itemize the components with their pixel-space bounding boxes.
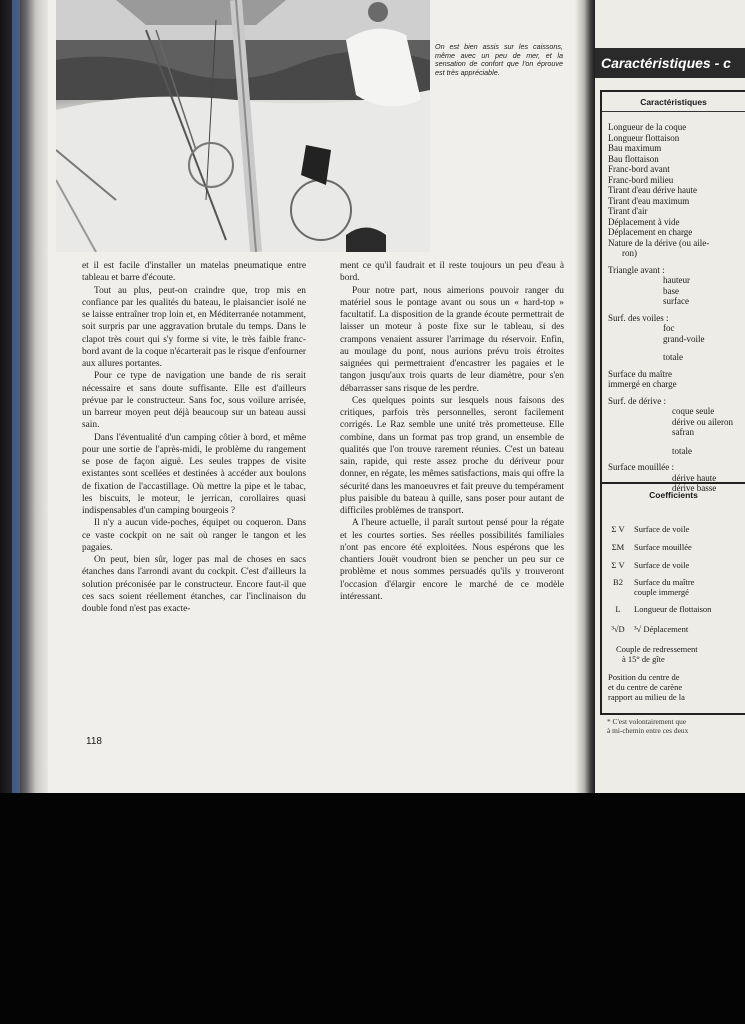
spec-item: ron) (622, 248, 637, 258)
coef-row (602, 577, 745, 587)
coef-heading: Coefficients (602, 482, 745, 500)
scan-background (0, 793, 745, 1024)
footnote-line: à mi-chemin entre ces deux (607, 726, 689, 735)
spec-group-label: Surface mouillée : (608, 462, 674, 472)
spec-subitem: hauteur (663, 275, 690, 285)
spec-item: Déplacement en charge (608, 227, 693, 237)
spec-group-label: immergé en charge (608, 379, 677, 389)
coef-row (602, 542, 745, 552)
spec-group-label: Surf. de dérive : (608, 395, 666, 406)
coef-row (602, 560, 745, 570)
paragraph: A l'heure actuelle, il paraît surtout pensé pour la régate et les courtes sorties. Ses réelles possibilités familiales n'ont pas encore été exploitées. Nous espérons que les chantiers Jouët voudront bien se pencher un peu sur ce problème et nous sommes persuadés qu'ils y trouveront l'occasion d'élargir encore le marché de ce modèle intéressant. (340, 518, 564, 602)
coef-rhs: couple immergé (634, 587, 689, 597)
coef-row (602, 604, 745, 614)
spec-subitem: totale (672, 445, 692, 456)
spec-group-label: Surf. des voiles : (608, 312, 669, 323)
coef-rhs: rapport au milieu de la (608, 692, 685, 702)
page-number: 118 (86, 736, 102, 747)
coef-row (602, 587, 745, 597)
spine-stripe (12, 0, 20, 795)
coef-rhs: ³√ Déplacement (634, 624, 689, 634)
spec-subitem: dérive basse (672, 483, 717, 493)
spec-item: Déplacement à vide (608, 216, 680, 227)
paragraph: Dans l'éventualité d'un camping côtier à bord, et même pour une sortie de l'après-midi, le problème du rangement se pose de façon aiguë. Les seules trappes de visite existantes sont scellées et destinées à accéder aux boulons de fixation de l'accastillage. Où mettre la pipe et le tabac, les biscuits, le moteur, le jerrican, corollaires quasi indispensables d'un camping bourgeois ? (82, 432, 306, 516)
coef-lhs: Σ V (611, 524, 625, 534)
coef-rhs: Longueur de flottaison (634, 604, 712, 614)
coef-rhs: Surface de voile (634, 560, 690, 570)
spec-item: Tirant d'eau dérive haute (608, 185, 698, 195)
text-column-right (340, 260, 564, 603)
coef-rhs: Surface mouillée (634, 542, 692, 552)
spec-group-label: Surface du maître (608, 368, 672, 379)
book-spine (0, 0, 48, 795)
paragraph: Pour ce type de navigation une bande de ris serait nécessaire et sans doute suffisante. Elle est d'ailleurs prévue par le constructeur. Sans foc, sous voilure arrisée, un barreur moyen peut déjà beaucoup sur un bateau aussi sain. (82, 371, 306, 431)
spec-table (600, 90, 745, 715)
section-banner: Caractéristiques - c (595, 48, 745, 78)
coef-row (602, 692, 745, 702)
spec-item: Franc-bord avant (608, 164, 670, 174)
spec-subitem: foc (663, 323, 675, 333)
coef-rhs: Surface du maître (634, 577, 695, 587)
coef-lhs: ³√D (611, 624, 625, 634)
paragraph: On peut, bien sûr, loger pas mal de choses en sacs étanches dans l'arrondi avant du cockpit. C'est d'ailleurs la solution préconisée par le constructeur. Encore faut-il que ces sacs soient réellement étanches, car l'inclinaison du double fond n'est pas exacte- (82, 555, 306, 614)
paragraph: Pour notre part, nous aimerions pouvoir ranger du matériel sous le pontage avant ou sous un « hard-top » facultatif. La disposition de la grande écoute permettrait de laisser un moteur à poste fixe sur le tableau, si des crampons venaient assurer l'arrimage du réservoir. Enfin, au moulage du pont, nous aurions prévu trois étroites saignées qui permettraient d'encastrer les pagaies et le tangon jusqu'aux trois quarts de leur diamètre, pour s'en débarrasser sans risque de les perdre. (340, 285, 564, 394)
sailing-photo (56, 0, 430, 252)
footnote-line: * C'est volontairement que (607, 717, 687, 726)
spec-item: Bau maximum (608, 143, 662, 153)
coef-rhs: Position du centre de (608, 672, 680, 682)
coef-lhs: Σ V (611, 560, 625, 570)
paragraph: Tout au plus, peut-on craindre que, trop mis en confiance par les qualités du bateau, le plaisancier isolé ne se laisse entraîner trop loin et, en Méditerranée notamment, soit surpris par une aggravation brutale du temps. Dans le clapot très court qui s'y forme si vite, le très faible franc-bord avant de la coque n'écarterait pas le risque d'enfourner aux allures portantes. (82, 285, 306, 369)
right-page (595, 0, 745, 793)
spec-item: Longueur flottaison (608, 132, 680, 143)
sailboat-illustration (56, 0, 430, 252)
coef-row (602, 624, 745, 634)
spec-subitem: surface (663, 296, 689, 306)
spec-subitem: grand-voile (663, 333, 705, 344)
spec-group-label: Triangle avant : (608, 264, 665, 275)
coef-rhs: Couple de redressement (616, 644, 698, 654)
coef-rhs: et du centre de carène (608, 682, 683, 692)
footnote (607, 717, 688, 735)
text-column-left (82, 260, 306, 615)
coef-row (602, 672, 745, 682)
spec-subitem: base (663, 285, 679, 296)
coef-lhs: B2 (613, 577, 623, 587)
spec-subitem: totale (663, 352, 683, 362)
spec-heading: Caractéristiques (602, 92, 745, 112)
spec-item: Tirant d'air (608, 206, 648, 216)
coef-row (602, 654, 745, 664)
photo-caption: On est bien assis sur les caissons, même avec un peu de mer, et la sensation de confort que l'on éprouve est très appréciable. (435, 42, 563, 77)
coef-lhs: ΣM (611, 542, 625, 552)
spec-subitem: coque seule (672, 406, 715, 416)
spec-subitem: dérive haute (672, 472, 717, 483)
coef-rhs: à 15° de gîte (622, 654, 665, 664)
spec-item: Tirant d'eau maximum (608, 195, 690, 206)
spec-list (602, 112, 745, 494)
spec-item: Nature de la dérive (ou aile- (608, 237, 710, 248)
coef-lhs: L (615, 604, 621, 614)
paragraph: ment ce qu'il faudrait et il reste toujours un peu d'eau à bord. (340, 261, 564, 284)
paragraph: et il est facile d'installer un matelas pneumatique entre tableau et barre d'écoute. (82, 261, 306, 284)
coef-row (602, 644, 745, 654)
spec-item: Bau flottaison (608, 153, 659, 164)
paragraph: Ces quelques points sur lesquels nous faisons des critiques, parfois très personnelles, seront facilement corrigés. Le Raz semble une unité très prometteuse. Elle combine, dans un format pas trop grand, un ensemble de qualités que l'on trouve rarement réunies. C'est un bateau sain, rapide, qui reste assez proche du dériveur pour donner, en régate, les mêmes satisfactions, mais qui offre la sécurité dans les manoeuvres et fait preuve du tempérament plus paisible du bateau à quille, sans poser pour autant de difficiles problèmes de transport. (340, 395, 564, 516)
spec-subitem: dérive ou aileron (672, 416, 733, 427)
spec-subitem: safran (672, 427, 694, 437)
page-gutter (575, 0, 595, 793)
coef-rhs: Surface de voile (634, 524, 690, 534)
spec-item: Longueur de la coque (608, 122, 687, 132)
coef-row (602, 524, 745, 534)
paragraph: Il n'y a aucun vide-poches, équipet ou coqueron. Dans ce vaste cockpit on ne sait où ranger le tangon et les pagaies. (82, 518, 306, 553)
spec-item: Franc-bord milieu (608, 174, 674, 185)
coef-row (602, 682, 745, 692)
